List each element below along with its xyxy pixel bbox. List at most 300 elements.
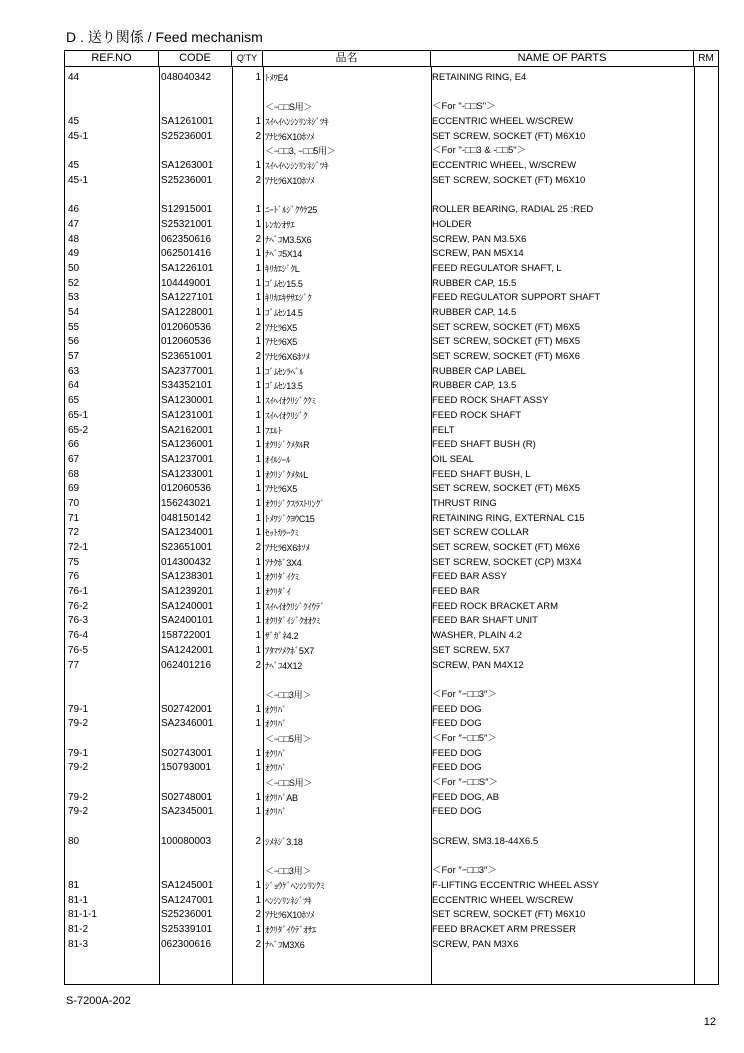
ref-no-cell: 53: [68, 292, 80, 304]
table-row: [65, 218, 718, 233]
table-row: [65, 585, 718, 600]
jp-name-cell: ｻﾞｶﾞﾈ4.2: [265, 631, 299, 642]
part-name-cell: ECCENTRIC WHEEL, W/SCREW: [432, 160, 577, 172]
part-name-cell: FEED REGULATOR SUPPORT SHAFT: [432, 292, 601, 304]
ref-no-cell: 79-2: [68, 718, 89, 730]
part-name-cell: FEED ROCK SHAFT: [432, 409, 522, 421]
ref-no-cell: 44: [68, 72, 80, 83]
table-row: [65, 732, 718, 747]
jp-name-cell: ＜−□□3用＞: [265, 689, 312, 700]
code-cell: SA1233001: [161, 468, 214, 480]
part-name-cell: ROLLER BEARING, RADIAL 25 :RED: [432, 204, 594, 216]
part-name-cell: SCREW, PAN M5X14: [432, 248, 524, 260]
code-cell: 156243021: [161, 497, 212, 509]
part-name-cell: RUBBER CAP LABEL: [432, 365, 526, 377]
table-row: [65, 541, 718, 556]
code-cell: 062401216: [161, 659, 212, 671]
part-name-cell: FEED ROCK BRACKET ARM: [432, 600, 558, 612]
code-cell: S02743001: [161, 747, 213, 759]
table-row: [65, 791, 718, 806]
table-row: [65, 409, 718, 424]
table-row: [65, 365, 718, 380]
parts-table: [64, 50, 719, 985]
table-row: [65, 879, 718, 894]
jp-name-cell: ｽｲﾍｲｵｸﾘｼﾞｸｲｳﾃﾞ: [265, 601, 325, 612]
table-row: [65, 747, 718, 762]
header-rm: RM: [698, 53, 714, 64]
jp-name-cell: ｺﾞﾑｾﾝ13.5: [265, 381, 303, 392]
table-row: [65, 776, 718, 791]
qty-cell: 1: [255, 644, 261, 656]
ref-no-cell: 79-1: [68, 703, 89, 715]
ref-no-cell: 72: [68, 527, 80, 539]
part-name-cell: FEED SHAFT BUSH, L: [432, 468, 531, 480]
part-name-cell: RETAINING RING, E4: [432, 72, 527, 83]
table-row: [65, 321, 718, 336]
jp-name-cell: ｽｲﾍｲﾍﾝｼﾝﾘﾝﾈｼﾞﾂｷ: [265, 117, 329, 128]
code-cell: 100080003: [161, 835, 212, 847]
ref-no-cell: 76-4: [68, 630, 89, 642]
part-name-cell: FEED SHAFT BUSH (R): [432, 439, 536, 451]
code-cell: 062350616: [161, 233, 212, 245]
qty-cell: 2: [255, 909, 261, 921]
ref-no-cell: 71: [68, 512, 80, 524]
code-cell: 104449001: [161, 277, 212, 289]
part-name-cell: FEED DOG: [432, 762, 482, 774]
table-row: [65, 688, 718, 703]
qty-cell: 1: [255, 336, 261, 348]
code-cell: SA1228001: [161, 307, 214, 318]
jp-name-cell: ｱﾅﾋﾗ6X5: [265, 322, 297, 333]
part-name-cell: SET SCREW, SOCKET (FT) M6X6: [432, 351, 580, 363]
table-row: [65, 291, 718, 306]
part-name-cell: RUBBER CAP, 15.5: [432, 277, 517, 289]
document-code: S-7200A-202: [66, 995, 131, 1007]
jp-name-cell: ｼﾞｮｳｹﾞﾍﾝｼﾝﾘﾝｸﾐ: [265, 880, 325, 891]
part-name-cell: OIL SEAL: [432, 453, 474, 465]
header-ref: REF.NO: [65, 51, 159, 66]
jp-name-cell: ｵｸﾘﾊﾞ: [265, 807, 287, 818]
qty-cell: 1: [255, 718, 261, 730]
part-name-cell: FEED DOG, AB: [432, 791, 500, 803]
code-cell: SA1226101: [161, 262, 214, 274]
table-row: [65, 306, 718, 321]
qty-cell: 2: [255, 130, 261, 142]
qty-cell: 2: [255, 321, 261, 333]
table-row: [65, 835, 718, 850]
part-name-cell: FEED BAR SHAFT UNIT: [432, 615, 538, 627]
qty-cell: 2: [255, 542, 261, 553]
jp-name-cell: ｱﾅﾋﾗ6X10ﾎｿﾒ: [265, 131, 315, 142]
jp-name-cell: ｱﾅﾋﾗ6X5: [265, 484, 297, 495]
jp-name-cell: ﾅﾍﾞｺ5X14: [265, 249, 302, 260]
part-name-cell: SCREW, PAN M3X6: [432, 938, 519, 950]
ref-no-cell: 50: [68, 262, 80, 274]
jp-name-cell: ｷﾘｶｴｼﾞｸL: [265, 263, 300, 274]
table-row: [65, 71, 718, 86]
ref-no-cell: 68: [68, 468, 80, 480]
code-cell: SA1240001: [161, 600, 214, 612]
table-row: [65, 453, 718, 468]
qty-cell: 1: [255, 556, 261, 568]
ref-no-cell: 49: [68, 248, 80, 260]
part-name-cell: SET SCREW, SOCKET (FT) M6X6: [432, 542, 580, 553]
table-row: [65, 86, 718, 101]
table-row: [65, 247, 718, 262]
jp-name-cell: ｽｲﾍｲﾍﾝｼﾝﾘﾝﾈｼﾞﾂｷ: [265, 161, 329, 172]
jp-name-cell: ｵｲﾙｼｰﾙ: [265, 454, 291, 465]
table-row: [65, 424, 718, 439]
code-cell: SA2345001: [161, 806, 214, 818]
ref-no-cell: 55: [68, 321, 80, 333]
part-name-cell: FEED REGULATOR SHAFT, L: [432, 262, 562, 274]
ref-no-cell: 72-1: [68, 542, 89, 553]
code-cell: S34352101: [161, 380, 213, 392]
jp-name-cell: ｾｯﾄｶﾗｰｸﾐ: [265, 528, 299, 539]
jp-name-cell: ﾌｴﾙﾄ: [265, 425, 282, 436]
part-name-cell: FELT: [432, 424, 455, 436]
qty-cell: 1: [255, 747, 261, 759]
code-cell: SA1230001: [161, 395, 214, 407]
part-name-cell: SET SCREW, SOCKET (FT) M6X10: [432, 174, 586, 186]
table-row: [65, 277, 718, 292]
table-row: [65, 394, 718, 409]
ref-no-cell: 57: [68, 351, 80, 363]
jp-name-cell: ｵｸﾘﾊﾞ: [265, 763, 287, 774]
part-name-cell: FEED DOG: [432, 747, 482, 759]
part-name-cell: FEED BAR: [432, 586, 480, 598]
table-row: [65, 526, 718, 541]
part-name-cell: SET SCREW COLLAR: [432, 527, 529, 539]
jp-name-cell: ﾍﾝｼﾝﾘﾝﾈｼﾞﾂｷ: [265, 895, 312, 906]
table-row: [65, 130, 718, 145]
jp-name-cell: ｱﾅﾋﾗ6X5: [265, 337, 297, 348]
table-row: [65, 659, 718, 674]
table-row: [65, 512, 718, 527]
code-cell: S12915001: [161, 204, 213, 216]
header-name-of-parts: NAME OF PARTS: [431, 51, 694, 66]
header-qty: Q'TY: [232, 51, 263, 66]
qty-cell: 1: [255, 409, 261, 421]
code-cell: SA1237001: [161, 453, 214, 465]
qty-cell: 1: [255, 512, 261, 524]
qty-cell: 2: [255, 233, 261, 245]
jp-name-cell: ｵｸﾘﾀﾞｲｸﾐ: [265, 572, 299, 583]
jp-name-cell: ﾚﾝｶﾝｵｻｴ: [265, 219, 295, 230]
code-cell: SA2346001: [161, 718, 214, 730]
part-name-cell: ＜For "-□□3 & -□□5"＞: [432, 145, 527, 157]
table-row: [65, 717, 718, 732]
part-name-cell: FEED BRACKET ARM PRESSER: [432, 923, 576, 935]
ref-no-cell: 64: [68, 380, 80, 392]
qty-cell: 1: [255, 630, 261, 642]
jp-name-cell: ｵｸﾘﾀﾞｲ: [265, 587, 291, 598]
ref-no-cell: 76: [68, 571, 80, 583]
qty-cell: 1: [255, 72, 261, 83]
qty-cell: 2: [255, 659, 261, 671]
ref-no-cell: 70: [68, 497, 80, 509]
jp-name-cell: ｵｸﾘﾀﾞｲｼﾞｸｵｵｸﾐ: [265, 616, 321, 627]
part-name-cell: F-LIFTING ECCENTRIC WHEEL ASSY: [432, 879, 599, 891]
ref-no-cell: 81-2: [68, 923, 89, 935]
part-name-cell: FEED BAR ASSY: [432, 571, 507, 583]
code-cell: 048040342: [161, 72, 212, 83]
ref-no-cell: 76-5: [68, 644, 89, 656]
jp-name-cell: ｼﾒﾈｼﾞ3.18: [265, 836, 303, 847]
code-cell: S25236001: [161, 130, 213, 142]
header-jp-name: 品名: [263, 51, 431, 66]
table-row: [65, 497, 718, 512]
ref-no-cell: 79-2: [68, 791, 89, 803]
code-cell: 062300616: [161, 938, 212, 950]
qty-cell: 1: [255, 262, 261, 274]
ref-no-cell: 81-1: [68, 894, 89, 906]
ref-no-cell: 45: [68, 160, 80, 172]
ref-no-cell: 65: [68, 395, 80, 407]
code-cell: SA1236001: [161, 439, 214, 451]
qty-cell: 2: [255, 835, 261, 847]
qty-cell: 2: [255, 938, 261, 950]
part-name-cell: FEED DOG: [432, 806, 482, 818]
table-row: [65, 144, 718, 159]
qty-cell: 1: [255, 292, 261, 304]
jp-name-cell: ﾆｰﾄﾞﾙｼﾞｸｳｹ25: [265, 205, 318, 216]
qty-cell: 1: [255, 615, 261, 627]
ref-no-cell: 67: [68, 453, 80, 465]
table-row: [65, 570, 718, 585]
jp-name-cell: ｱﾅｸﾎﾞ3X4: [265, 557, 302, 568]
qty-cell: 1: [255, 600, 261, 612]
jp-name-cell: ＜−□□S用＞: [265, 102, 313, 113]
ref-no-cell: 69: [68, 483, 80, 495]
qty-cell: 1: [255, 923, 261, 935]
qty-cell: 1: [255, 571, 261, 583]
table-row: [65, 805, 718, 820]
jp-name-cell: ｵｸﾘﾊﾞAB: [265, 792, 298, 803]
qty-cell: 1: [255, 806, 261, 818]
part-name-cell: SET SCREW, SOCKET (FT) M6X10: [432, 130, 586, 142]
ref-no-cell: 81: [68, 879, 80, 891]
code-cell: S25236001: [161, 909, 213, 921]
part-name-cell: SET SCREW, 5X7: [432, 644, 510, 656]
jp-name-cell: ｵｸﾘﾊﾞ: [265, 719, 287, 730]
part-name-cell: SCREW, PAN M4X12: [432, 659, 524, 671]
table-row: [65, 159, 718, 174]
table-row: [65, 100, 718, 115]
qty-cell: 1: [255, 424, 261, 436]
table-header: [65, 51, 718, 67]
table-row: [65, 115, 718, 130]
part-name-cell: ＜For ″−□□S″＞: [432, 777, 498, 788]
qty-cell: 1: [255, 204, 261, 216]
table-row: [65, 703, 718, 718]
table-row: [65, 482, 718, 497]
code-cell: SA2162001: [161, 424, 214, 436]
code-cell: 012060536: [161, 321, 212, 333]
code-cell: 048150142: [161, 512, 212, 524]
code-cell: S25339101: [161, 923, 213, 935]
jp-name-cell: ＜−□□3, −□□5用＞: [265, 146, 336, 157]
ref-no-cell: 79-2: [68, 806, 89, 818]
qty-cell: 1: [255, 762, 261, 774]
ref-no-cell: 45-1: [68, 174, 89, 186]
code-cell: S02748001: [161, 791, 213, 803]
page-title: D . 送り関係 / Feed mechanism: [66, 29, 263, 45]
ref-no-cell: 81-1-1: [68, 909, 97, 921]
part-name-cell: FEED DOG: [432, 703, 482, 715]
ref-no-cell: 65-2: [68, 424, 89, 436]
ref-no-cell: 75: [68, 556, 80, 568]
ref-no-cell: 79-1: [68, 747, 89, 759]
ref-no-cell: 63: [68, 365, 80, 377]
table-row: [65, 908, 718, 923]
code-cell: SA1242001: [161, 644, 214, 656]
code-cell: 158722001: [161, 630, 212, 642]
qty-cell: 1: [255, 307, 261, 318]
code-cell: SA1231001: [161, 409, 214, 421]
part-name-cell: HOLDER: [432, 218, 472, 230]
qty-cell: 1: [255, 468, 261, 480]
ref-no-cell: 76-1: [68, 586, 89, 598]
table-row: [65, 468, 718, 483]
table-row: [65, 379, 718, 394]
jp-name-cell: ｽｲﾍｲｵｸﾘｼﾞｸ: [265, 410, 308, 421]
table-row: [65, 673, 718, 688]
ref-no-cell: 47: [68, 218, 80, 230]
part-name-cell: WASHER, PLAIN 4.2: [432, 630, 522, 642]
jp-name-cell: ｽｲﾍｲｵｸﾘｼﾞｸｸﾐ: [265, 396, 316, 407]
table-body: [65, 71, 718, 952]
code-cell: 150793001: [161, 762, 212, 774]
jp-name-cell: ﾅﾍﾞｺM3.5X6: [265, 234, 312, 245]
ref-no-cell: 48: [68, 233, 80, 245]
part-name-cell: SET SCREW, SOCKET (FT) M6X10: [432, 909, 586, 921]
qty-cell: 1: [255, 703, 261, 715]
jp-name-cell: ＜−□□S用＞: [265, 778, 313, 788]
part-name-cell: THRUST RING: [432, 497, 497, 509]
part-name-cell: SCREW, PAN M3.5X6: [432, 233, 527, 245]
part-name-cell: FEED DOG: [432, 718, 482, 730]
code-cell: S25236001: [161, 174, 213, 186]
part-name-cell: RUBBER CAP, 14.5: [432, 307, 517, 318]
table-row: [65, 614, 718, 629]
table-row: [65, 761, 718, 776]
code-cell: S23651001: [161, 351, 213, 363]
code-cell: SA1227101: [161, 292, 214, 304]
qty-cell: 1: [255, 439, 261, 451]
table-row: [65, 262, 718, 277]
qty-cell: 1: [255, 894, 261, 906]
table-row: [65, 189, 718, 204]
jp-name-cell: ｵｸﾘﾊﾞ: [265, 704, 287, 715]
header-code: CODE: [159, 51, 232, 66]
qty-cell: 1: [255, 380, 261, 392]
part-name-cell: SET SCREW, SOCKET (FT) M6X5: [432, 483, 580, 495]
jp-name-cell: ﾅﾍﾞｺ4X12: [265, 660, 302, 671]
code-cell: SA1261001: [161, 116, 214, 128]
part-name-cell: RUBBER CAP, 13.5: [432, 380, 517, 392]
jp-name-cell: ＜−□□3用＞: [265, 866, 312, 877]
qty-cell: 1: [255, 365, 261, 377]
jp-name-cell: ｵｸﾘﾊﾞ: [265, 748, 287, 759]
qty-cell: 1: [255, 586, 261, 598]
jp-name-cell: ｱﾅﾋﾗ6X6ﾎｿﾒ: [265, 352, 310, 363]
ref-no-cell: 76-3: [68, 615, 89, 627]
part-name-cell: ECCENTRIC WHEEL W/SCREW: [432, 894, 574, 906]
table-row: [65, 350, 718, 365]
ref-no-cell: 46: [68, 204, 80, 216]
jp-name-cell: ｵｸﾘｼﾞｸﾒﾀﾙR: [265, 440, 310, 451]
jp-name-cell: ｺﾞﾑｾﾝ14.5: [265, 308, 303, 318]
jp-name-cell: ＜−□□5用＞: [265, 733, 312, 744]
qty-cell: 1: [255, 277, 261, 289]
ref-no-cell: 45: [68, 116, 80, 128]
qty-cell: 1: [255, 791, 261, 803]
jp-name-cell: ｺﾞﾑｾﾝﾗﾍﾞﾙ: [265, 366, 304, 377]
part-name-cell: ＜For "-□□S"＞: [432, 101, 496, 113]
part-name-cell: ＜For ″−□□3″＞: [432, 865, 497, 877]
code-cell: SA2400101: [161, 615, 214, 627]
ref-no-cell: 80: [68, 835, 80, 847]
qty-cell: 1: [255, 527, 261, 539]
code-cell: S02742001: [161, 703, 213, 715]
jp-name-cell: ｱﾀﾏﾂﾒｸﾎﾞ5X7: [265, 645, 315, 656]
table-row: [65, 556, 718, 571]
jp-name-cell: ﾅﾍﾞｺM3X6: [265, 939, 305, 950]
ref-no-cell: 66: [68, 439, 80, 451]
ref-no-cell: 81-3: [68, 938, 89, 950]
code-cell: S23651001: [161, 542, 213, 553]
ref-no-cell: 52: [68, 277, 80, 289]
code-cell: 012060536: [161, 483, 212, 495]
part-name-cell: ＜For ″−□□5″＞: [432, 732, 497, 744]
ref-no-cell: 56: [68, 336, 80, 348]
qty-cell: 1: [255, 160, 261, 172]
jp-name-cell: ｱﾅﾋﾗ6X10ﾎｿﾒ: [265, 175, 315, 186]
qty-cell: 2: [255, 174, 261, 186]
part-name-cell: RETAINING RING, EXTERNAL C15: [432, 512, 585, 524]
table-row: [65, 629, 718, 644]
qty-cell: 1: [255, 879, 261, 891]
part-name-cell: ECCENTRIC WHEEL W/SCREW: [432, 116, 574, 128]
table-row: [65, 233, 718, 248]
jp-name-cell: ｱﾅﾋﾗ6X10ﾎｿﾒ: [265, 910, 315, 921]
table-row: [65, 438, 718, 453]
code-cell: SA1238301: [161, 571, 214, 583]
table-row: [65, 864, 718, 879]
qty-cell: 1: [255, 218, 261, 230]
table-row: [65, 938, 718, 953]
part-name-cell: SCREW, SM3.18-44X6.5: [432, 835, 539, 847]
code-cell: 014300432: [161, 556, 212, 568]
jp-name-cell: ｵｸﾘﾀﾞｲｳﾃﾞｵｻｴ: [265, 924, 317, 935]
jp-name-cell: ｵｸﾘｼﾞｸﾒﾀﾙL: [265, 469, 308, 480]
code-cell: 012060536: [161, 336, 212, 348]
page-number: 12: [703, 1016, 716, 1028]
table-row: [65, 849, 718, 864]
table-row: [65, 203, 718, 218]
code-cell: SA1239201: [161, 586, 214, 598]
qty-cell: 2: [255, 351, 261, 363]
code-cell: SA1247001: [161, 894, 214, 906]
ref-no-cell: 65-1: [68, 409, 89, 421]
table-row: [65, 335, 718, 350]
part-name-cell: ＜For ″−□□3″＞: [432, 688, 497, 700]
part-name-cell: SET SCREW, SOCKET (FT) M6X5: [432, 321, 580, 333]
part-name-cell: SET SCREW, SOCKET (FT) M6X5: [432, 336, 580, 348]
part-name-cell: FEED ROCK SHAFT ASSY: [432, 395, 549, 407]
ref-no-cell: 76-2: [68, 600, 89, 612]
